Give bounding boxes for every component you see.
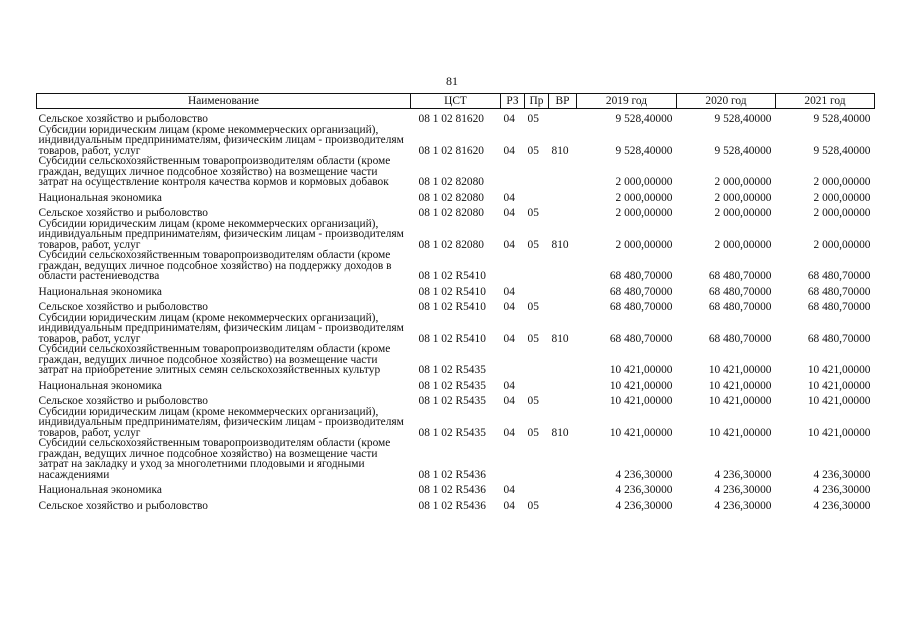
- cell-rz: 04: [503, 285, 515, 298]
- cell-2021: 10 421,00000: [807, 379, 871, 392]
- table-row: [37, 496, 875, 512]
- cell-name: Субсидии сельскохозяйственным товаропроизводителям области (кроме граждан, ведущих личное подсобное хозяйство) на возмещение части затрат на осуществление контроля качества кормов и кормовых добавок: [38, 155, 391, 188]
- cell-2020: 4 236,30000: [714, 499, 772, 512]
- table-row: [37, 125, 875, 157]
- cell-2021: 68 480,70000: [807, 301, 871, 313]
- cell-pr: 05: [527, 144, 539, 157]
- cell-vr: [549, 188, 577, 204]
- table-row: [37, 203, 875, 219]
- cell-2019: 68 480,70000: [609, 285, 673, 298]
- table-row: [37, 344, 875, 376]
- cell-2021: 68 480,70000: [807, 332, 871, 345]
- table-row: [37, 376, 875, 392]
- table-row: [37, 156, 875, 188]
- cell-cst: 08 1 02 R5410: [418, 285, 486, 298]
- cell-2021: 9 528,40000: [813, 113, 871, 125]
- table-row: [37, 250, 875, 282]
- cell-vr: [549, 496, 577, 512]
- cell-pr: 05: [527, 499, 539, 512]
- cell-2021: 9 528,40000: [813, 144, 871, 157]
- cell-rz: 04: [503, 379, 515, 392]
- header-2019: 2019 год: [577, 94, 677, 109]
- cell-cst: 08 1 02 R5435: [418, 379, 486, 392]
- cell-rz: [501, 156, 525, 188]
- cell-2019: 68 480,70000: [609, 332, 673, 345]
- cell-pr: [525, 344, 549, 376]
- cell-name: Субсидии юридическим лицам (кроме некоммерческих организаций), индивидуальным предпринимателям, физическим лицам - производителям товаров, работ, услуг: [38, 311, 404, 345]
- cell-2020: 68 480,70000: [708, 301, 772, 313]
- cell-vr: [549, 282, 577, 298]
- cell-2020: 4 236,30000: [714, 468, 772, 481]
- header-2021: 2021 год: [776, 94, 875, 109]
- cell-name: Национальная экономика: [38, 191, 162, 204]
- cell-2020: 2 000,00000: [714, 207, 772, 219]
- cell-rz: 04: [503, 301, 515, 313]
- cell-name: Сельское хозяйство и рыболовство: [38, 207, 208, 219]
- cell-cst: 08 1 02 R5436: [418, 484, 486, 496]
- cell-name: Национальная экономика: [38, 484, 162, 496]
- cell-pr: [525, 282, 549, 298]
- cell-2021: 10 421,00000: [807, 426, 871, 439]
- cell-cst: 08 1 02 82080: [418, 191, 484, 204]
- cell-name: Субсидии сельскохозяйственным товаропроизводителям области (кроме граждан, ведущих личное подсобное хозяйство) на возмещение части затрат на приобретение элитных семян сельскохозяйственных культур: [38, 343, 391, 376]
- cell-rz: 04: [503, 332, 515, 345]
- table-row: [37, 297, 875, 313]
- cell-2021: 10 421,00000: [807, 395, 871, 407]
- cell-vr: [549, 438, 577, 480]
- cell-2020: 10 421,00000: [708, 395, 772, 407]
- cell-vr: [549, 250, 577, 282]
- cell-2019: 2 000,00000: [615, 207, 673, 219]
- cell-vr: [549, 297, 577, 313]
- cell-2019: 4 236,30000: [615, 499, 673, 512]
- cell-rz: [501, 438, 525, 480]
- table-row: [37, 188, 875, 204]
- cell-2020: 2 000,00000: [714, 176, 772, 188]
- cell-2019: 2 000,00000: [615, 191, 673, 204]
- table-row: [37, 480, 875, 496]
- cell-2021: 4 236,30000: [813, 499, 871, 512]
- cell-rz: 04: [503, 113, 515, 125]
- cell-vr: 810: [551, 426, 569, 439]
- header-2020: 2020 год: [677, 94, 776, 109]
- cell-2019: 4 236,30000: [615, 484, 673, 496]
- cell-rz: 04: [503, 395, 515, 407]
- cell-vr: 810: [551, 144, 569, 157]
- cell-2020: 9 528,40000: [714, 113, 772, 125]
- header-vr: ВР: [549, 94, 577, 109]
- table-row: [37, 109, 875, 125]
- cell-2021: 68 480,70000: [807, 270, 871, 282]
- header-cst: ЦСТ: [411, 94, 501, 109]
- table-body: [37, 109, 875, 512]
- cell-2021: 2 000,00000: [813, 176, 871, 188]
- cell-pr: [525, 250, 549, 282]
- header-rz: РЗ: [501, 94, 525, 109]
- cell-rz: 04: [503, 484, 515, 496]
- cell-rz: [501, 250, 525, 282]
- cell-rz: 04: [503, 238, 515, 251]
- cell-pr: 05: [527, 332, 539, 345]
- cell-cst: 08 1 02 R5435: [418, 364, 486, 376]
- cell-name: Субсидии сельскохозяйственным товаропроизводителям области (кроме граждан, ведущих личное подсобное хозяйство) на возмещение части затрат на закладку и уход за многолетними плодовыми и ягодными насаждениями: [38, 437, 391, 481]
- cell-2021: 2 000,00000: [813, 191, 871, 204]
- cell-2019: 2 000,00000: [615, 176, 673, 188]
- cell-2019: 68 480,70000: [609, 301, 673, 313]
- cell-2020: 68 480,70000: [708, 270, 772, 282]
- cell-cst: 08 1 02 R5410: [418, 270, 486, 282]
- cell-name: Субсидии юридическим лицам (кроме некоммерческих организаций), индивидуальным предпринимателям, физическим лицам - производителям товаров, работ, услуг: [38, 405, 404, 439]
- cell-pr: 05: [527, 207, 539, 219]
- cell-2020: 2 000,00000: [714, 238, 772, 251]
- table-row: [37, 282, 875, 298]
- cell-2019: 2 000,00000: [615, 238, 673, 251]
- cell-vr: [549, 376, 577, 392]
- cell-cst: 08 1 02 81620: [418, 113, 484, 125]
- cell-2020: 68 480,70000: [708, 285, 772, 298]
- cell-2019: 10 421,00000: [609, 364, 673, 376]
- cell-cst: 08 1 02 R5410: [418, 301, 486, 313]
- cell-2019: 10 421,00000: [609, 395, 673, 407]
- cell-vr: [549, 480, 577, 496]
- cell-vr: [549, 203, 577, 219]
- cell-pr: [525, 480, 549, 496]
- cell-2019: 10 421,00000: [609, 379, 673, 392]
- cell-2020: 9 528,40000: [714, 144, 772, 157]
- cell-name: Субсидии юридическим лицам (кроме некоммерческих организаций), индивидуальным предпринимателям, физическим лицам - производителям товаров, работ, услуг: [38, 123, 404, 157]
- header-name: Наименование: [37, 94, 411, 109]
- cell-cst: 08 1 02 R5435: [418, 426, 486, 439]
- cell-rz: 04: [503, 207, 515, 219]
- cell-pr: 05: [527, 301, 539, 313]
- cell-vr: [549, 109, 577, 125]
- cell-2019: 4 236,30000: [615, 468, 673, 481]
- table-row: [37, 438, 875, 480]
- cell-rz: 04: [503, 144, 515, 157]
- cell-pr: [525, 376, 549, 392]
- cell-rz: [501, 344, 525, 376]
- cell-name: Национальная экономика: [38, 285, 162, 298]
- table-row: [37, 313, 875, 345]
- cell-vr: [549, 156, 577, 188]
- cell-name: Сельское хозяйство и рыболовство: [38, 113, 208, 125]
- cell-name: Сельское хозяйство и рыболовство: [38, 395, 208, 407]
- cell-vr: [549, 391, 577, 407]
- cell-2020: 4 236,30000: [714, 484, 772, 496]
- page-number: 81: [446, 74, 458, 88]
- cell-2020: 2 000,00000: [714, 191, 772, 204]
- cell-rz: 04: [503, 191, 515, 204]
- cell-vr: 810: [551, 238, 569, 251]
- cell-name: Субсидии сельскохозяйственным товаропроизводителям области (кроме граждан, ведущих личное подсобное хозяйство) на поддержку доходов в области растениеводства: [38, 249, 392, 282]
- cell-name: Сельское хозяйство и рыболовство: [38, 499, 208, 512]
- cell-2021: 2 000,00000: [813, 238, 871, 251]
- cell-pr: [525, 438, 549, 480]
- header-pr: Пр: [525, 94, 549, 109]
- cell-name: Субсидии юридическим лицам (кроме некоммерческих организаций), индивидуальным предпринимателям, физическим лицам - производителям товаров, работ, услуг: [38, 217, 404, 251]
- cell-2019: 10 421,00000: [609, 426, 673, 439]
- cell-pr: [525, 156, 549, 188]
- cell-pr: 05: [527, 113, 539, 125]
- cell-cst: 08 1 02 82080: [418, 176, 484, 188]
- cell-vr: [549, 344, 577, 376]
- cell-2020: 10 421,00000: [708, 426, 772, 439]
- cell-2021: 4 236,30000: [813, 468, 871, 481]
- cell-name: Национальная экономика: [38, 379, 162, 392]
- table-header-row: [37, 94, 875, 109]
- cell-pr: 05: [527, 395, 539, 407]
- cell-2021: 10 421,00000: [807, 364, 871, 376]
- cell-name: Сельское хозяйство и рыболовство: [38, 301, 208, 313]
- cell-cst: 08 1 02 R5436: [418, 499, 486, 512]
- cell-pr: [525, 188, 549, 204]
- cell-rz: 04: [503, 426, 515, 439]
- budget-table: [36, 93, 875, 511]
- cell-cst: 08 1 02 R5435: [418, 395, 486, 407]
- cell-2021: 2 000,00000: [813, 207, 871, 219]
- cell-cst: 08 1 02 82080: [418, 238, 484, 251]
- cell-2019: 9 528,40000: [615, 113, 673, 125]
- cell-2020: 10 421,00000: [708, 379, 772, 392]
- cell-2021: 4 236,30000: [813, 484, 871, 496]
- cell-cst: 08 1 02 R5436: [418, 468, 486, 481]
- cell-vr: 810: [551, 332, 569, 345]
- cell-cst: 08 1 02 R5410: [418, 332, 486, 345]
- cell-2019: 68 480,70000: [609, 270, 673, 282]
- table-row: [37, 407, 875, 439]
- table-row: [37, 391, 875, 407]
- cell-pr: 05: [527, 238, 539, 251]
- cell-2019: 9 528,40000: [615, 144, 673, 157]
- cell-cst: 08 1 02 81620: [418, 144, 484, 157]
- cell-cst: 08 1 02 82080: [418, 207, 484, 219]
- cell-2020: 10 421,00000: [708, 364, 772, 376]
- cell-2020: 68 480,70000: [708, 332, 772, 345]
- table-row: [37, 219, 875, 251]
- cell-rz: 04: [503, 499, 515, 512]
- cell-2021: 68 480,70000: [807, 285, 871, 298]
- cell-pr: 05: [527, 426, 539, 439]
